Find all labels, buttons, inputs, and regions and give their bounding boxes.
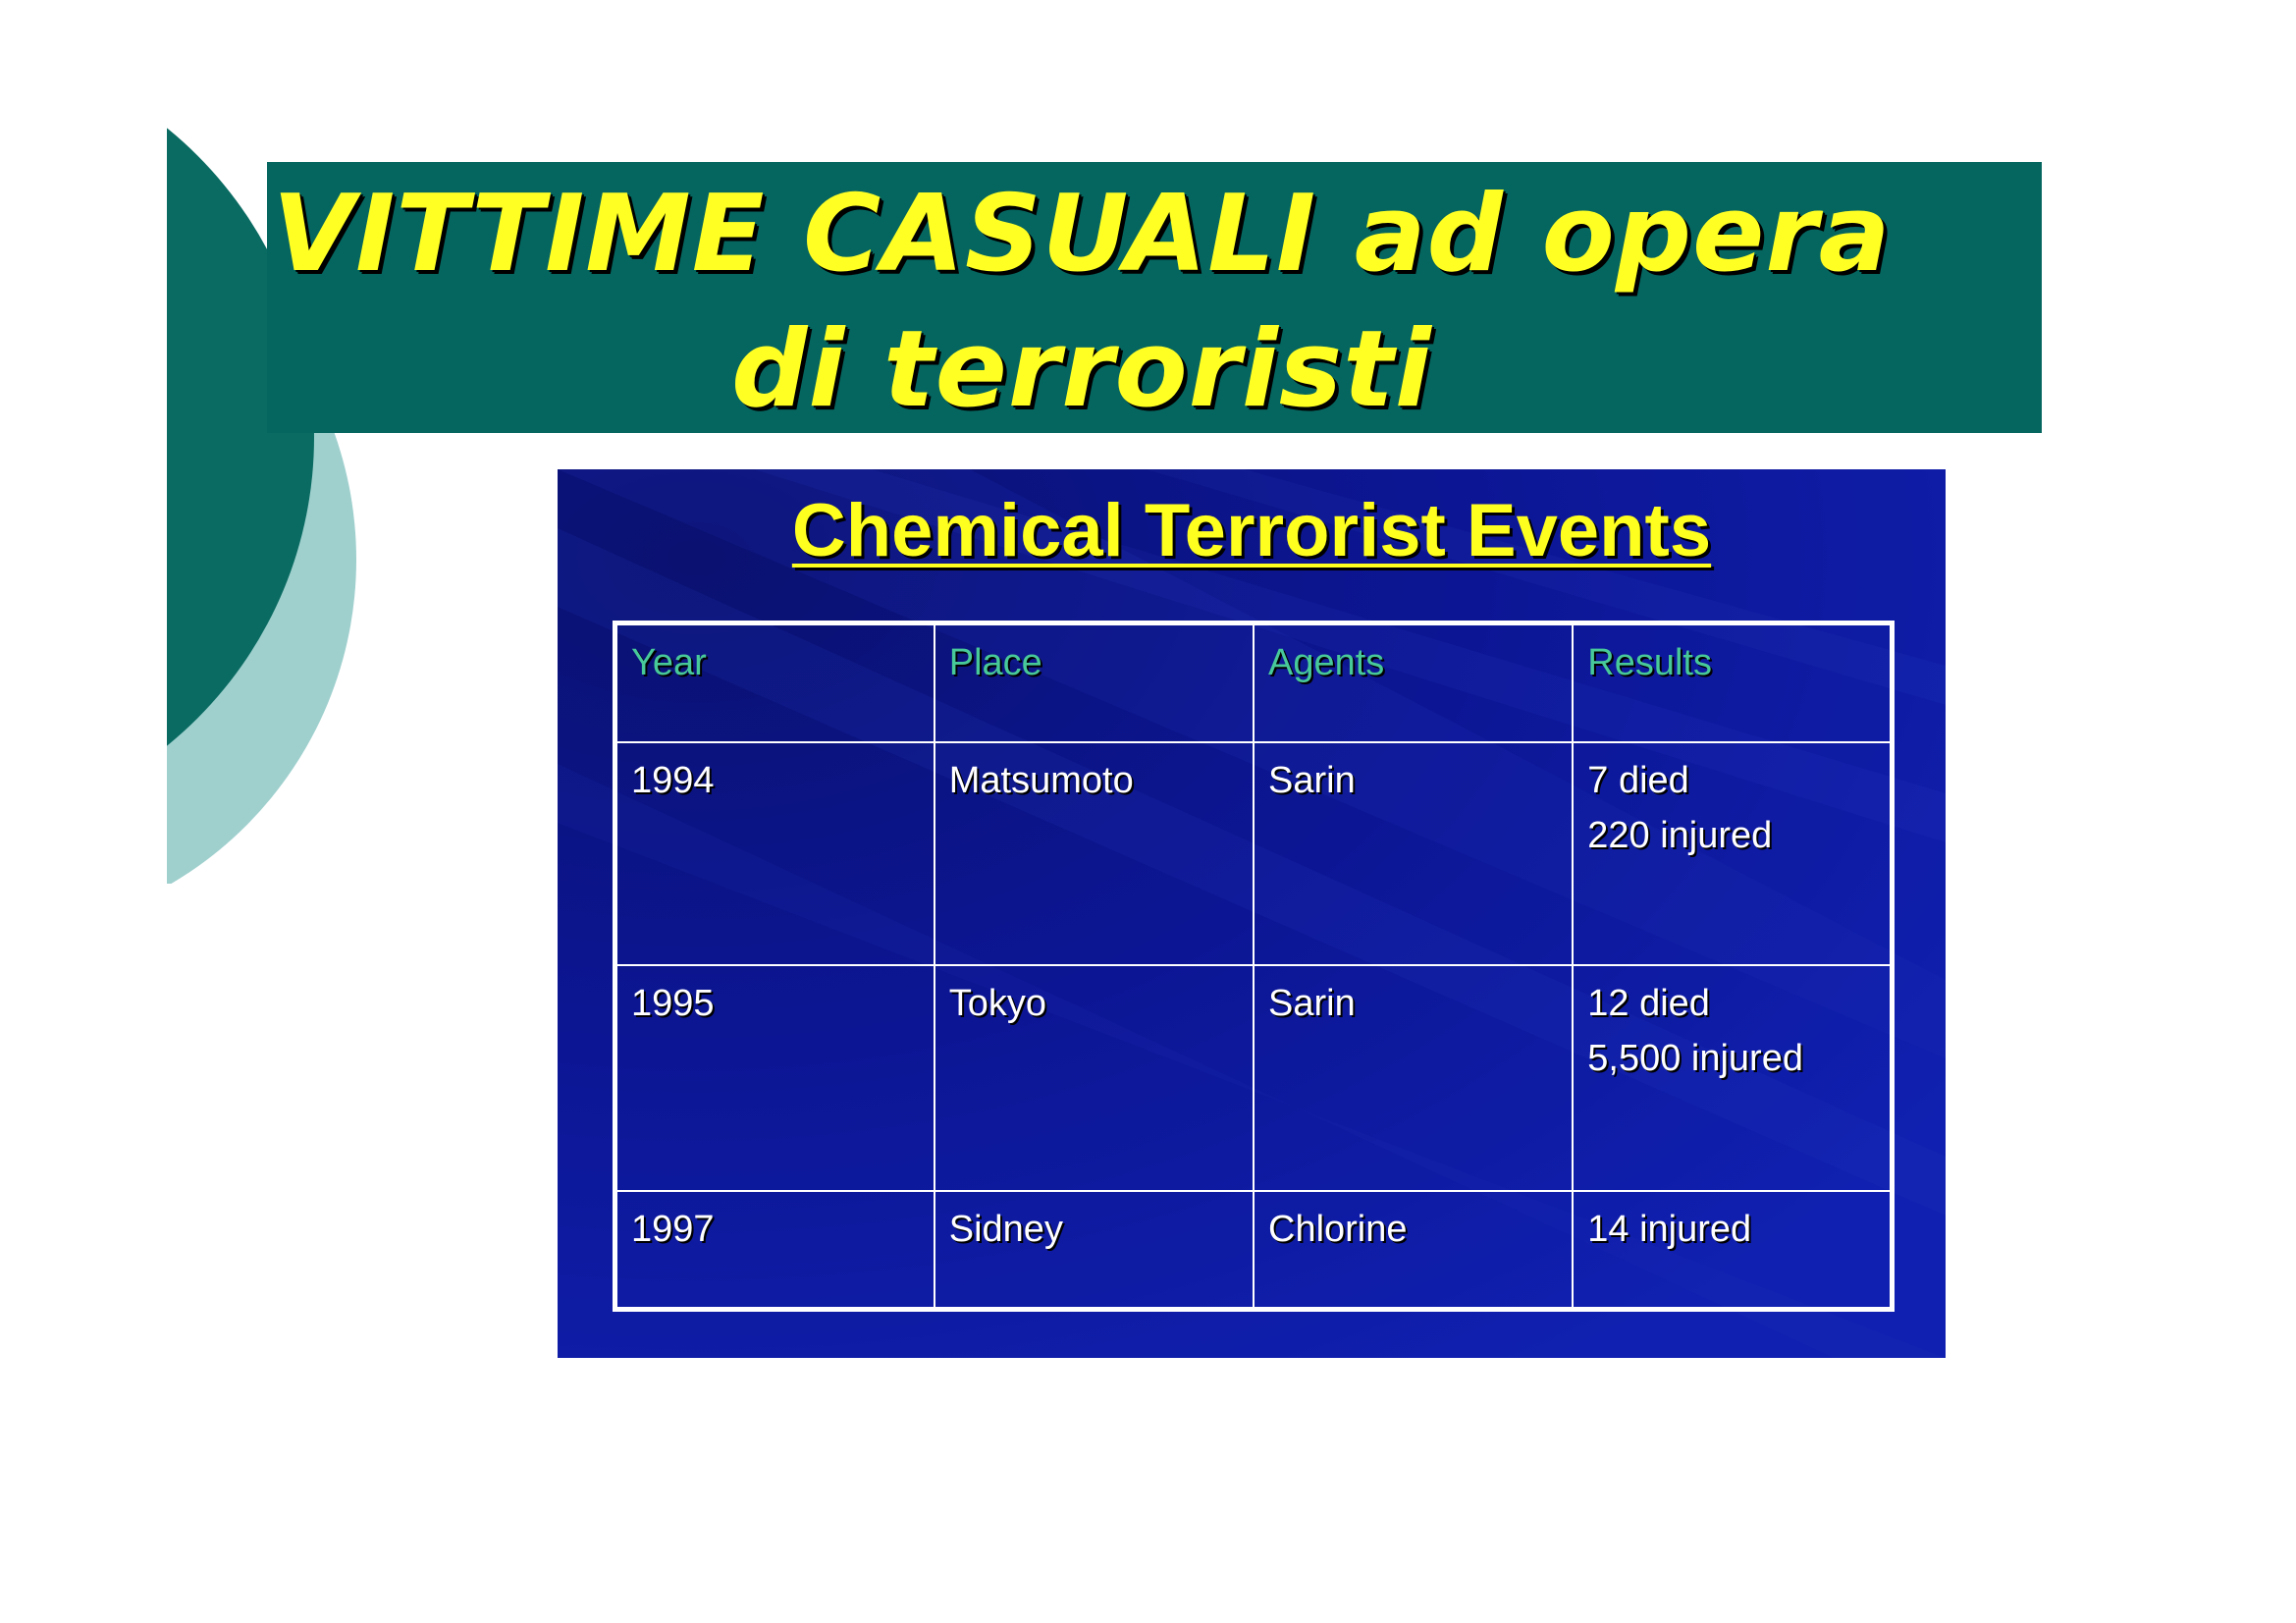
cell-place: Tokyo bbox=[934, 965, 1254, 1191]
left-edge-mask bbox=[0, 0, 167, 884]
slide-title-line-2: di terroristi bbox=[731, 308, 1432, 431]
slide-title bbox=[267, 167, 1896, 438]
cell-year: 1995 bbox=[615, 965, 934, 1191]
table-row bbox=[615, 742, 1893, 965]
panel-heading-text: Chemical Terrorist Events bbox=[791, 489, 1712, 572]
result-line: 5,500 injured bbox=[1587, 1038, 1803, 1079]
table-row bbox=[615, 965, 1893, 1191]
chemical-events-panel bbox=[558, 469, 1946, 1358]
header-agents: Agents bbox=[1254, 623, 1573, 743]
cell-year: 1994 bbox=[615, 742, 934, 965]
header-place: Place bbox=[934, 623, 1254, 743]
cell-agent: Chlorine bbox=[1254, 1191, 1573, 1310]
decorative-circles bbox=[0, 0, 412, 884]
cell-place: Sidney bbox=[934, 1191, 1254, 1310]
slide-title-line-1: VITTIME CASUALI ad opera bbox=[272, 173, 1892, 296]
panel-heading bbox=[558, 477, 1946, 585]
result-line: 12 died bbox=[1587, 983, 1710, 1024]
cell-results bbox=[1573, 742, 1892, 965]
cell-results bbox=[1573, 1191, 1892, 1310]
result-line: 14 injured bbox=[1587, 1209, 1752, 1250]
table-header-row bbox=[615, 623, 1893, 743]
result-line: 220 injured bbox=[1587, 815, 1773, 856]
table-row bbox=[615, 1191, 1893, 1310]
cell-agent: Sarin bbox=[1254, 742, 1573, 965]
cell-agent: Sarin bbox=[1254, 965, 1573, 1191]
cell-results bbox=[1573, 965, 1892, 1191]
cell-place: Matsumoto bbox=[934, 742, 1254, 965]
header-year: Year bbox=[615, 623, 934, 743]
header-results: Results bbox=[1573, 623, 1892, 743]
events-table bbox=[613, 621, 1895, 1312]
result-line: 7 died bbox=[1587, 760, 1689, 801]
cell-year: 1997 bbox=[615, 1191, 934, 1310]
